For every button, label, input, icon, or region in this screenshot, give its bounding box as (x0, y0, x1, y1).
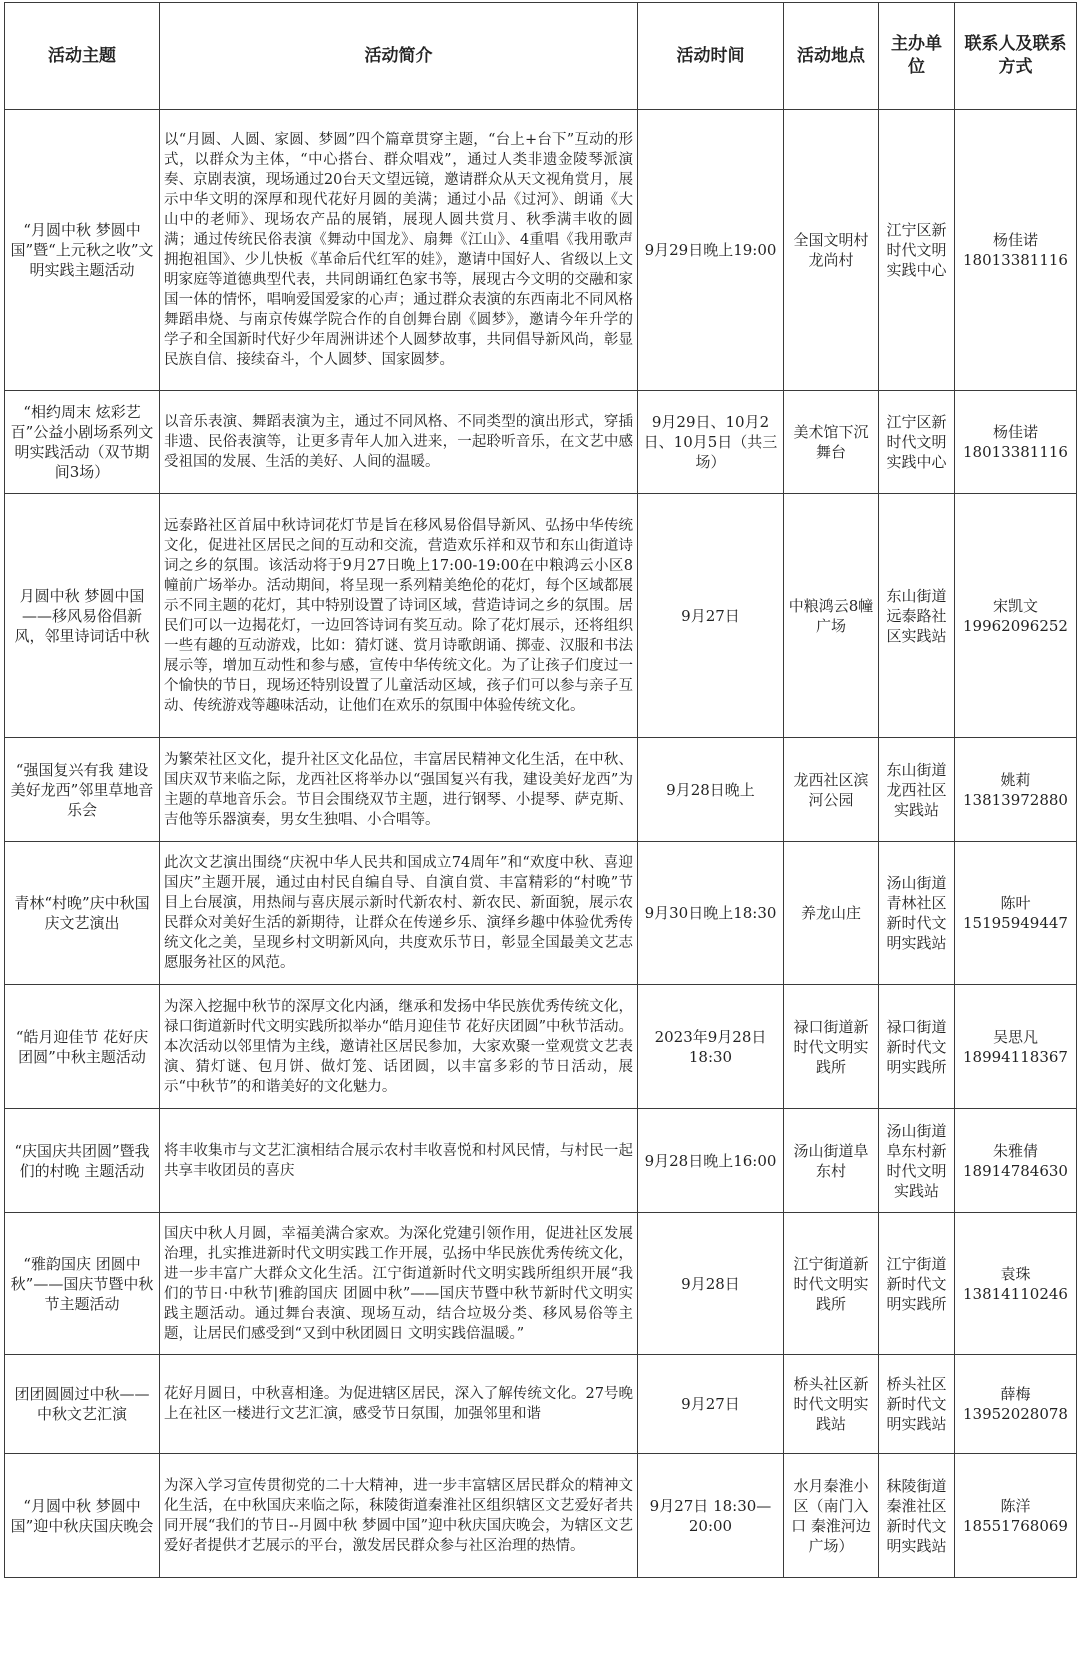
activity-contact: 薛梅 13952028078 (955, 1355, 1077, 1454)
activity-place: 江宁街道新时代文明实践所 (784, 1213, 879, 1355)
header-organizer: 主办单位 (879, 3, 955, 110)
activity-place: 禄口街道新时代文明实践所 (784, 985, 879, 1109)
activity-place: 美术馆下沉舞台 (784, 391, 879, 494)
activity-time: 9月30日晚上18:30 (638, 842, 784, 985)
activity-theme: “强国复兴有我 建设美好龙西”邻里草地音乐会 (5, 738, 160, 842)
activity-contact: 朱雅倩 18914784630 (955, 1109, 1077, 1213)
activity-description: 此次文艺演出围绕“庆祝中华人民共和国成立74周年”和“欢度中秋、喜迎国庆”主题开展，通过由村民自编自导、自演自赏、丰富精彩的“村晚”节目上台展演，用热闹与喜庆展示新时代新农村、新农民、新面貌，展示农民群众对美好生活的新期待，让群众在传递乡乐、演绎乡趣中体验优秀传统文化之美，呈现乡村文明新风向，共度欢乐节日，彰显全国最美文艺志愿服务社区的风范。 (160, 842, 638, 985)
activity-time: 2023年9月28日 18:30 (638, 985, 784, 1109)
table-row (5, 738, 1077, 842)
activity-theme: “庆国庆共团圆”暨我们的村晚 主题活动 (5, 1109, 160, 1213)
table-row (5, 1109, 1077, 1213)
activity-place: 中粮鸿云8幢广场 (784, 494, 879, 738)
activity-contact: 姚莉 13813972880 (955, 738, 1077, 842)
activity-contact: 杨佳诺 18013381116 (955, 391, 1077, 494)
activity-organizer: 江宁区新时代文明实践中心 (879, 110, 955, 391)
table-row (5, 1355, 1077, 1454)
activity-contact: 杨佳诺 18013381116 (955, 110, 1077, 391)
activity-time: 9月28日晚上 (638, 738, 784, 842)
header-time: 活动时间 (638, 3, 784, 110)
activity-organizer: 禄口街道新时代文明实践所 (879, 985, 955, 1109)
activity-contact: 宋凯文 19962096252 (955, 494, 1077, 738)
activity-description: 为深入学习宣传贯彻党的二十大精神，进一步丰富辖区居民群众的精神文化生活，在中秋国庆来临之际，秣陵街道秦淮社区组织辖区文艺爱好者共同开展“我们的节日--月圆中秋 梦圆中国”迎中秋庆国庆晚会，为辖区文艺爱好者提供才艺展示的平台，激发居民群众参与社区治理的热情。 (160, 1454, 638, 1578)
header-row (5, 3, 1077, 110)
activity-theme: “雅韵国庆 团圆中秋”——国庆节暨中秋节主题活动 (5, 1213, 160, 1355)
activity-time: 9月29日、10月2日、10月5日（共三场） (638, 391, 784, 494)
activity-description: 国庆中秋人月圆，幸福美满合家欢。为深化党建引领作用，促进社区发展治理，扎实推进新时代文明实践工作开展，弘扬中华民族优秀传统文化，进一步丰富广大群众文化生活。江宁街道新时代文明实践所组织开展“我们的节日·中秋节|雅韵国庆 团圆中秋”——国庆节暨中秋节新时代文明实践主题活动。通过舞台表演、现场互动，结合垃圾分类、移风易俗等主题，让居民们感受到“又到中秋团圆日 文明实践倍温暖。” (160, 1213, 638, 1355)
activity-place: 桥头社区新时代文明实践站 (784, 1355, 879, 1454)
activity-description: 为繁荣社区文化，提升社区文化品位，丰富居民精神文化生活，在中秋、国庆双节来临之际，龙西社区将举办以“强国复兴有我，建设美好龙西”为主题的草地音乐会。节目会围绕双节主题，进行钢琴、小提琴、萨克斯、吉他等乐器演奏，男女生独唱、小合唱等。 (160, 738, 638, 842)
activity-schedule-table (4, 2, 1077, 1578)
activity-place: 全国文明村龙尚村 (784, 110, 879, 391)
table-row (5, 494, 1077, 738)
activity-description: 为深入挖掘中秋节的深厚文化内涵，继承和发扬中华民族优秀传统文化，禄口街道新时代文明实践所拟举办“皓月迎佳节 花好庆团圆”中秋节活动。本次活动以邻里情为主线，邀请社区居民参加，大家欢聚一堂观赏文艺表演、猜灯谜、包月饼、做灯笼、话团圆，以丰富多彩的节日活动，展示“中秋节”的和谐美好的文化魅力。 (160, 985, 638, 1109)
activity-time: 9月28日 (638, 1213, 784, 1355)
table-row (5, 1454, 1077, 1578)
activity-time: 9月27日 18:30—20:00 (638, 1454, 784, 1578)
activity-organizer: 汤山街道青林社区新时代文明实践站 (879, 842, 955, 985)
activity-description: 以“月圆、人圆、家圆、梦圆”四个篇章贯穿主题，“台上+台下”互动的形式，以群众为主体，“中心搭台、群众唱戏”，通过人类非遗金陵琴派演奏、京剧表演，现场通过20台天文望远镜，邀请群众从天文视角赏月，展示中华文明的深厚和现代花好月圆的美满；通过小品《过河》、朗诵《大山中的老师》、现场农产品的展销，展现人圆共赏月、秋季满丰收的圆满；通过传统民俗表演《舞动中国龙》、扇舞《江山》、4重唱《我用歌声拥抱祖国》、少儿快板《革命后代红军的娃》，邀请中国好人、省级以上文明家庭等道德典型代表，共同朗诵红色家书等，展现古今文明的交融和家国一体的情怀，唱响爱国爱家的心声；通过群众表演的东西南北不同风格舞蹈串烧、与南京传媒学院合作的自创舞台剧《圆梦》，邀请今年升学的学子和全国新时代好少年周洲讲述个人圆梦故事，共同倡导新风尚，彰显民族自信、接续奋斗，个人圆梦、国家圆梦。 (160, 110, 638, 391)
activity-place: 水月秦淮小区（南门入口 秦淮河边广场） (784, 1454, 879, 1578)
table-row (5, 1213, 1077, 1355)
activity-time: 9月27日 (638, 494, 784, 738)
activity-contact: 吴思凡 18994118367 (955, 985, 1077, 1109)
table-row (5, 842, 1077, 985)
activity-description: 远泰路社区首届中秋诗词花灯节是旨在移风易俗倡导新风、弘扬中华传统文化，促进社区居民之间的互动和交流，营造欢乐祥和双节和东山街道诗词之乡的氛围。该活动将于9月27日晚上17:00-19:00在中粮鸿云小区8幢前广场举办。活动期间，将呈现一系列精美绝伦的花灯，每个区域都展示不同主题的花灯，其中特别设置了诗词区域，营造诗词之乡的氛围。居民们可以一边揭花灯，一边回答诗词有奖互动。除了花灯展示，还将组织一些有趣的互动游戏，比如：猜灯谜、赏月诗歌朗诵、掷壶、汉服和书法展示等，增加互动性和参与感，宣传中华传统文化。为了让孩子们度过一个愉快的节日，现场还特别设置了儿童活动区域，孩子们可以参与亲子互动、传统游戏等趣味活动，让他们在欢乐的氛围中体验传统文化。 (160, 494, 638, 738)
activity-theme: 月圆中秋 梦圆中国——移风易俗倡新风，邻里诗词话中秋 (5, 494, 160, 738)
table-row (5, 391, 1077, 494)
activity-theme: 团团圆圆过中秋——中秋文艺汇演 (5, 1355, 160, 1454)
activity-theme: 青林“村晚”庆中秋国庆文艺演出 (5, 842, 160, 985)
activity-theme: “相约周末 炫彩艺百”公益小剧场系列文明实践活动（双节期间3场） (5, 391, 160, 494)
activity-time: 9月28日晚上16:00 (638, 1109, 784, 1213)
activity-organizer: 秣陵街道秦淮社区新时代文明实践站 (879, 1454, 955, 1578)
header-description: 活动简介 (160, 3, 638, 110)
activity-theme: “皓月迎佳节 花好庆团圆”中秋主题活动 (5, 985, 160, 1109)
activity-theme: “月圆中秋 梦圆中国”暨“上元秋之收”文明实践主题活动 (5, 110, 160, 391)
table-row (5, 110, 1077, 391)
activity-description: 将丰收集市与文艺汇演相结合展示农村丰收喜悦和村风民情，与村民一起共享丰收团员的喜庆 (160, 1109, 638, 1213)
activity-organizer: 东山街道远泰路社区实践站 (879, 494, 955, 738)
activity-place: 养龙山庄 (784, 842, 879, 985)
header-contact: 联系人及联系方式 (955, 3, 1077, 110)
activity-theme: “月圆中秋 梦圆中国”迎中秋庆国庆晚会 (5, 1454, 160, 1578)
activity-contact: 陈洋 18551768069 (955, 1454, 1077, 1578)
header-place: 活动地点 (784, 3, 879, 110)
activity-place: 龙西社区滨河公园 (784, 738, 879, 842)
activity-organizer: 桥头社区新时代文明实践站 (879, 1355, 955, 1454)
activity-contact: 陈叶 15195949447 (955, 842, 1077, 985)
activity-organizer: 江宁街道新时代文明实践所 (879, 1213, 955, 1355)
activity-contact: 袁珠 13814110246 (955, 1213, 1077, 1355)
activity-description: 以音乐表演、舞蹈表演为主，通过不同风格、不同类型的演出形式，穿插非遗、民俗表演等，让更多青年人加入进来，一起聆听音乐，在文艺中感受祖国的发展、生活的美好、人间的温暖。 (160, 391, 638, 494)
activity-place: 汤山街道阜东村 (784, 1109, 879, 1213)
activity-description: 花好月圆日，中秋喜相逢。为促进辖区居民，深入了解传统文化。27号晚上在社区一楼进行文艺汇演，感受节日氛围，加强邻里和谐 (160, 1355, 638, 1454)
activity-time: 9月27日 (638, 1355, 784, 1454)
activity-organizer: 东山街道龙西社区实践站 (879, 738, 955, 842)
activity-organizer: 江宁区新时代文明实践中心 (879, 391, 955, 494)
activity-organizer: 汤山街道阜东村新时代文明实践站 (879, 1109, 955, 1213)
header-theme: 活动主题 (5, 3, 160, 110)
activity-time: 9月29日晚上19:00 (638, 110, 784, 391)
table-row (5, 985, 1077, 1109)
